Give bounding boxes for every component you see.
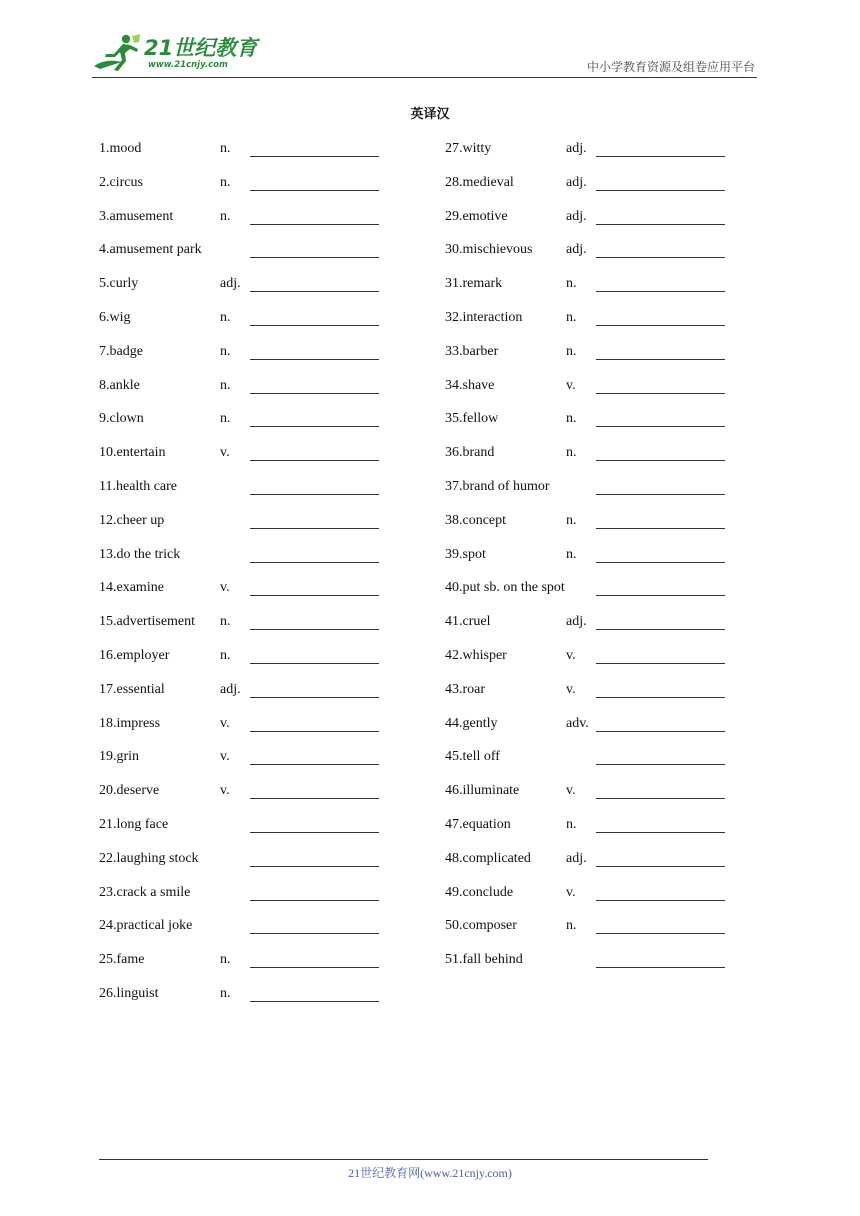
- vocab-word: 1.mood: [99, 141, 142, 156]
- vocab-word: 47.equation: [445, 816, 511, 832]
- part-of-speech: adj.: [566, 174, 587, 190]
- answer-blank[interactable]: [250, 933, 379, 934]
- answer-blank[interactable]: [596, 224, 725, 225]
- part-of-speech: n.: [566, 445, 577, 461]
- vocab-word: 41.cruel: [445, 614, 491, 630]
- answer-blank[interactable]: [596, 798, 725, 799]
- answer-blank[interactable]: [250, 156, 379, 157]
- vocab-item: [99, 377, 399, 411]
- part-of-speech: adj.: [566, 141, 587, 156]
- answer-blank[interactable]: [596, 967, 725, 968]
- answer-blank[interactable]: [596, 393, 725, 394]
- vocab-word: 27.witty: [445, 141, 492, 156]
- logo-url: www.21cnjy.com: [148, 60, 228, 70]
- answer-blank[interactable]: [596, 426, 725, 427]
- answer-blank[interactable]: [596, 731, 725, 732]
- answer-blank[interactable]: [596, 494, 725, 495]
- vocab-word: 38.concept: [445, 512, 507, 528]
- part-of-speech: v.: [566, 884, 576, 900]
- vocab-word: 49.conclude: [445, 884, 514, 900]
- vocab-item: [445, 174, 745, 208]
- vocab-item: [99, 951, 399, 985]
- answer-blank[interactable]: [596, 325, 725, 326]
- answer-blank[interactable]: [250, 426, 379, 427]
- vocab-word: 9.clown: [99, 411, 144, 427]
- vocab-item: [99, 478, 399, 512]
- vocab-item: [99, 579, 399, 613]
- part-of-speech: n.: [566, 918, 577, 934]
- vocab-item: [99, 241, 399, 275]
- answer-blank[interactable]: [596, 629, 725, 630]
- part-of-speech: v.: [566, 377, 576, 393]
- vocab-item: [445, 275, 745, 309]
- vocab-item: [445, 850, 745, 884]
- vocab-word: 17.essential: [99, 681, 165, 697]
- vocab-item: [99, 275, 399, 309]
- answer-blank[interactable]: [250, 595, 379, 596]
- vocab-word: 16.employer: [99, 647, 170, 663]
- answer-blank[interactable]: [596, 190, 725, 191]
- vocab-word: 5.curly: [99, 276, 139, 292]
- vocab-word: 30.mischievous: [445, 242, 533, 258]
- vocab-item: [445, 241, 745, 275]
- part-of-speech: v.: [220, 445, 230, 461]
- part-of-speech: adj.: [566, 208, 587, 224]
- vocab-item: [445, 377, 745, 411]
- part-of-speech: n.: [566, 411, 577, 427]
- vocab-word: 3.amusement: [99, 208, 174, 224]
- answer-blank[interactable]: [250, 832, 379, 833]
- part-of-speech: n.: [220, 208, 231, 224]
- vocab-word: 12.cheer up: [99, 512, 165, 528]
- footer-divider: [99, 1159, 708, 1160]
- answer-blank[interactable]: [596, 562, 725, 563]
- part-of-speech: v.: [566, 783, 576, 799]
- vocab-word: 37.brand of humor: [445, 478, 550, 494]
- vocab-item: [99, 208, 399, 242]
- vocab-word: 45.tell off: [445, 749, 500, 765]
- answer-blank[interactable]: [596, 359, 725, 360]
- vocab-item: [445, 613, 745, 647]
- answer-blank[interactable]: [596, 257, 725, 258]
- vocab-word: 26.linguist: [99, 985, 159, 1001]
- answer-blank[interactable]: [596, 156, 725, 157]
- vocab-word: 20.deserve: [99, 783, 160, 799]
- vocab-word: 25.fame: [99, 952, 145, 968]
- vocab-word: 32.interaction: [445, 309, 523, 325]
- vocab-word: 10.entertain: [99, 445, 166, 461]
- vocab-item: [99, 917, 399, 951]
- answer-blank[interactable]: [250, 393, 379, 394]
- part-of-speech: v.: [566, 681, 576, 697]
- vocab-item: [99, 748, 399, 782]
- vocab-item: [99, 816, 399, 850]
- answer-blank[interactable]: [596, 900, 725, 901]
- vocab-item: [445, 444, 745, 478]
- vocab-word: 18.impress: [99, 715, 161, 731]
- vocab-word: 19.grin: [99, 749, 140, 765]
- vocab-item: [445, 140, 745, 174]
- part-of-speech: n.: [566, 276, 577, 292]
- vocab-word: 36.brand: [445, 445, 495, 461]
- answer-blank[interactable]: [250, 967, 379, 968]
- answer-blank[interactable]: [596, 933, 725, 934]
- vocab-item: [99, 715, 399, 749]
- header-divider: [92, 77, 757, 78]
- answer-blank[interactable]: [596, 832, 725, 833]
- vocab-word: 7.badge: [99, 343, 143, 359]
- vocab-item: [99, 613, 399, 647]
- answer-blank[interactable]: [596, 460, 725, 461]
- platform-label: 中小学教育资源及组卷应用平台: [586, 60, 755, 74]
- vocab-word: 23.crack a smile: [99, 884, 191, 900]
- vocab-word: 22.laughing stock: [99, 850, 199, 866]
- vocab-item: [99, 444, 399, 478]
- vocab-word: 29.emotive: [445, 208, 508, 224]
- vocab-item: [445, 816, 745, 850]
- part-of-speech: n.: [220, 614, 231, 630]
- vocab-word: 51.fall behind: [445, 952, 523, 968]
- vocab-item: [445, 917, 745, 951]
- vocab-item: [99, 546, 399, 580]
- vocab-item: [445, 208, 745, 242]
- part-of-speech: v.: [220, 580, 230, 596]
- vocab-item: [99, 512, 399, 546]
- vocab-item: [445, 478, 745, 512]
- answer-blank[interactable]: [250, 528, 379, 529]
- part-of-speech: n.: [566, 546, 577, 562]
- vocab-item: [99, 174, 399, 208]
- vocab-item: [99, 985, 399, 1019]
- vocab-word: 44.gently: [445, 715, 498, 731]
- part-of-speech: adv.: [566, 715, 589, 731]
- part-of-speech: n.: [220, 309, 231, 325]
- logo-text: 21世纪教育: [144, 36, 258, 60]
- vocab-item: [99, 410, 399, 444]
- part-of-speech: adj.: [220, 681, 241, 697]
- vocab-word: 6.wig: [99, 309, 131, 325]
- vocab-word: 11.health care: [99, 478, 177, 494]
- answer-blank[interactable]: [250, 359, 379, 360]
- part-of-speech: n.: [220, 377, 231, 393]
- answer-blank[interactable]: [250, 731, 379, 732]
- part-of-speech: adj.: [566, 242, 587, 258]
- vocab-item: [445, 546, 745, 580]
- part-of-speech: v.: [220, 715, 230, 731]
- vocab-item: [99, 309, 399, 343]
- vocab-item: [99, 140, 399, 174]
- vocab-item: [445, 410, 745, 444]
- vocab-item: [99, 850, 399, 884]
- running-figure-icon: [92, 32, 142, 76]
- answer-blank[interactable]: [250, 663, 379, 664]
- vocab-word: 48.complicated: [445, 850, 531, 866]
- answer-blank[interactable]: [250, 291, 379, 292]
- vocab-word: 24.practical joke: [99, 918, 193, 934]
- vocab-item: [445, 681, 745, 715]
- vocab-word: 8.ankle: [99, 377, 140, 393]
- vocab-word: 46.illuminate: [445, 783, 520, 799]
- vocab-word: 21.long face: [99, 816, 169, 832]
- part-of-speech: n.: [220, 647, 231, 663]
- answer-blank[interactable]: [250, 224, 379, 225]
- answer-blank[interactable]: [250, 900, 379, 901]
- vocab-word: 2.circus: [99, 174, 143, 190]
- vocab-word: 14.examine: [99, 580, 164, 596]
- left-column: [99, 140, 399, 1019]
- vocab-word: 35.fellow: [445, 411, 499, 427]
- vocab-item: [445, 647, 745, 681]
- answer-blank[interactable]: [250, 629, 379, 630]
- part-of-speech: adj.: [566, 614, 587, 630]
- vocab-word: 40.put sb. on the spot: [445, 580, 565, 596]
- part-of-speech: v.: [220, 749, 230, 765]
- vocab-item: [445, 579, 745, 613]
- answer-blank[interactable]: [596, 291, 725, 292]
- answer-blank[interactable]: [250, 697, 379, 698]
- part-of-speech: adj.: [220, 276, 241, 292]
- part-of-speech: n.: [220, 141, 231, 156]
- answer-blank[interactable]: [250, 1001, 379, 1002]
- vocab-word: 31.remark: [445, 276, 503, 292]
- vocab-item: [99, 343, 399, 377]
- vocab-word: 28.medieval: [445, 174, 514, 190]
- answer-blank[interactable]: [596, 764, 725, 765]
- answer-blank[interactable]: [596, 528, 725, 529]
- vocab-word: 13.do the trick: [99, 546, 181, 562]
- right-column: [445, 140, 745, 985]
- vocab-item: [445, 715, 745, 749]
- answer-blank[interactable]: [596, 595, 725, 596]
- vocab-word: 43.roar: [445, 681, 486, 697]
- vocab-item: [445, 782, 745, 816]
- footer-site: 21世纪教育网(www.21cnjy.com): [348, 1166, 512, 1180]
- part-of-speech: n.: [220, 952, 231, 968]
- part-of-speech: n.: [220, 411, 231, 427]
- answer-blank[interactable]: [596, 697, 725, 698]
- page-header: [92, 30, 757, 78]
- part-of-speech: n.: [566, 816, 577, 832]
- vocab-word: 39.spot: [445, 546, 486, 562]
- answer-blank[interactable]: [250, 257, 379, 258]
- vocab-item: [445, 951, 745, 985]
- part-of-speech: v.: [220, 783, 230, 799]
- vocab-item: [99, 681, 399, 715]
- part-of-speech: n.: [220, 985, 231, 1001]
- answer-blank[interactable]: [250, 764, 379, 765]
- page-title: 英译汉: [410, 107, 450, 122]
- answer-blank[interactable]: [250, 798, 379, 799]
- part-of-speech: n.: [220, 343, 231, 359]
- vocab-item: [445, 512, 745, 546]
- part-of-speech: n.: [566, 343, 577, 359]
- answer-blank[interactable]: [596, 866, 725, 867]
- answer-blank[interactable]: [250, 562, 379, 563]
- answer-blank[interactable]: [250, 866, 379, 867]
- part-of-speech: v.: [566, 647, 576, 663]
- answer-blank[interactable]: [596, 663, 725, 664]
- vocab-word: 4.amusement park: [99, 242, 202, 258]
- vocab-item: [99, 782, 399, 816]
- part-of-speech: adj.: [566, 850, 587, 866]
- answer-blank[interactable]: [250, 190, 379, 191]
- vocab-word: 34.shave: [445, 377, 495, 393]
- vocab-item: [445, 748, 745, 782]
- answer-blank[interactable]: [250, 494, 379, 495]
- vocab-item: [445, 343, 745, 377]
- part-of-speech: n.: [566, 512, 577, 528]
- answer-blank[interactable]: [250, 460, 379, 461]
- part-of-speech: n.: [566, 309, 577, 325]
- vocab-word: 15.advertisement: [99, 614, 196, 630]
- vocab-item: [445, 884, 745, 918]
- vocab-item: [99, 884, 399, 918]
- vocab-word: 50.composer: [445, 918, 517, 934]
- vocab-word: 33.barber: [445, 343, 499, 359]
- logo: [92, 32, 262, 76]
- vocab-word: 42.whisper: [445, 647, 507, 663]
- vocab-item: [99, 647, 399, 681]
- answer-blank[interactable]: [250, 325, 379, 326]
- part-of-speech: n.: [220, 174, 231, 190]
- vocab-item: [445, 309, 745, 343]
